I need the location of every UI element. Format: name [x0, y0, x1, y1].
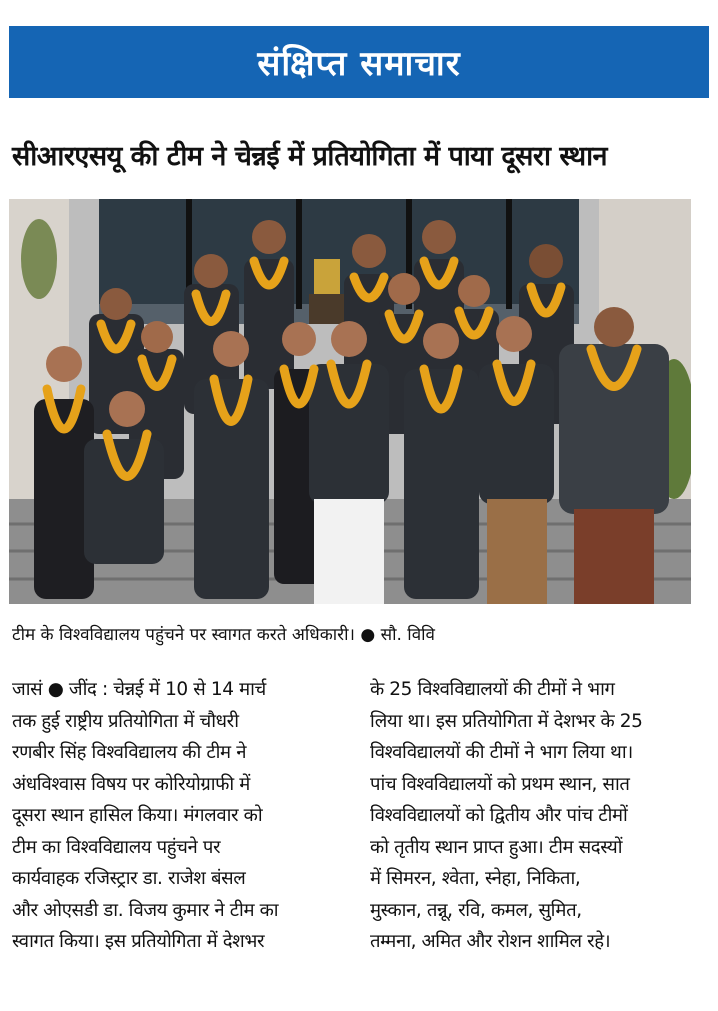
article-column-right [370, 674, 708, 958]
article-line: जासं ● जींद : चेन्नई में 10 से 14 मार्च [12, 679, 266, 700]
article-line: विश्वविद्यालयों को द्वितीय और पांच टीमों [370, 805, 628, 826]
photo-caption: टीम के विश्वविद्यालय पहुंचने पर स्वागत करते अधिकारी। ● सौ. विवि [12, 625, 436, 645]
article-line: में सिमरन, श्वेता, स्नेहा, निकिता, [370, 868, 581, 889]
article-line: और ओएसडी डा. विजय कुमार ने टीम का [12, 899, 279, 921]
article-line: मुस्कान, तन्नू, रवि, कमल, सुमित, [370, 899, 582, 921]
headline: सीआरएसयू की टीम ने चेन्नई में प्रतियोगिता में पाया दूसरा स्थान [12, 141, 608, 172]
article-line: टीम का विश्वविद्यालय पहुंचने पर [12, 836, 221, 858]
article-line: अंधविश्वास विषय पर कोरियोग्राफी में [12, 773, 250, 795]
article-column-left [12, 674, 352, 958]
article-line: को तृतीय स्थान प्राप्त हुआ। टीम सदस्यों [370, 836, 623, 858]
article-line: रणबीर सिंह विश्वविद्यालय की टीम ने [12, 742, 247, 763]
article-line: के 25 विश्वविद्यालयों की टीमों ने भाग [370, 679, 615, 700]
article-line: लिया था। इस प्रतियोगिता में देशभर के 25 [370, 710, 643, 732]
article-line: तम्मना, अमित और रोशन शामिल रहे। [370, 931, 611, 952]
article-line: दूसरा स्थान हासिल किया। मंगलवार को [12, 805, 263, 826]
article-line: विश्वविद्यालयों की टीमों ने भाग लिया था। [370, 742, 633, 763]
article-line: पांच विश्वविद्यालयों को प्रथम स्थान, सात [370, 773, 630, 795]
team-photo-illustration [9, 199, 691, 604]
article-line: तक हुई राष्ट्रीय प्रतियोगिता में चौधरी [12, 710, 239, 732]
section-banner [9, 26, 709, 98]
article-line: कार्यवाहक रजिस्ट्रार डा. राजेश बंसल [12, 868, 246, 889]
article-line: स्वागत किया। इस प्रतियोगिता में देशभर [12, 931, 265, 952]
section-title: संक्षिप्त समाचार [257, 44, 461, 84]
team-photo [9, 199, 691, 604]
